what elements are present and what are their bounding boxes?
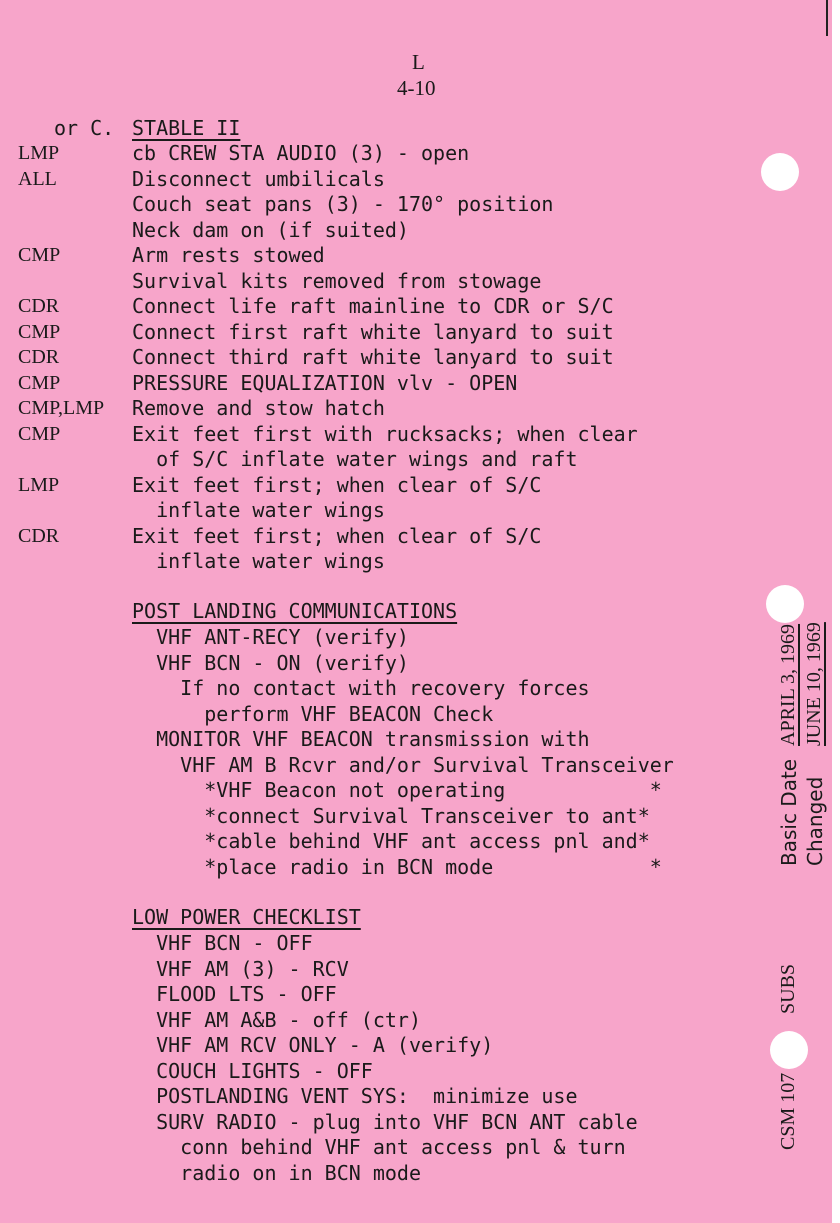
section-prefix: or C. [54,116,115,140]
header-letter: L [412,50,425,74]
crew-role: LMP [18,142,60,164]
crew-role: CMP,LMP [18,397,105,419]
crew-role: CMP [18,320,61,343]
checklist-step: VHF AM RCV ONLY - A (verify) [132,1033,494,1057]
checklist-step: *cable behind VHF ant access pnl and* [132,829,650,853]
section-title-low-power: LOW POWER CHECKLIST [132,905,361,929]
changed-label: Changed [803,776,827,866]
checklist-step: perform VHF BEACON Check [132,701,494,726]
checklist-step: Exit feet first with rucksacks; when clear [132,421,638,446]
crew-role: CDR [18,524,60,547]
checklist-step: POSTLANDING VENT SYS: minimize use [132,1084,578,1108]
checklist-step: radio on in BCN mode [132,1160,421,1185]
basic-date-label: Basic Date [777,758,801,866]
checklist-step: MONITOR VHF BEACON transmission with [132,727,590,751]
basic-date-value: APRIL 3, 1969 [777,623,799,746]
checklist-step: inflate water wings [132,549,385,573]
crew-role: ALL [18,167,57,190]
checklist-step: Couch seat pans (3) - 170° position [132,192,554,216]
checklist-step: SURV RADIO - plug into VHF BCN ANT cable [132,1109,638,1134]
crew-role: CMP [18,244,61,266]
checklist-step: of S/C inflate water wings and raft [132,447,578,471]
checklist-step: Connect life raft mainline to CDR or S/C [132,294,614,318]
checklist-step: Disconnect umbilicals [132,166,385,191]
checklist-step: cb CREW STA AUDIO (3) - open [132,141,470,165]
checklist-step: Exit feet first; when clear of S/C [132,472,542,497]
punch-hole-middle [766,585,804,623]
changed-date-value: JUNE 10, 1969 [803,622,825,746]
checklist-step: conn behind VHF ant access pnl & turn [132,1135,626,1159]
crew-role: CDR [18,295,60,317]
checklist-step: VHF BCN - ON (verify) [132,650,409,675]
crew-role: CMP [18,422,61,445]
header-page-number: 4-10 [397,76,436,100]
vehicle-label: CSM 107 [777,1072,799,1150]
checklist-step: If no contact with recovery forces [132,676,590,700]
checklist-step: *VHF Beacon not operating * [132,778,662,802]
checklist-step: Arm rests stowed [132,243,325,267]
checklist-step: Remove and stow hatch [132,396,385,420]
checklist-step: Connect third raft white lanyard to suit [132,345,614,369]
checklist-step: inflate water wings [132,498,385,522]
checklist-step: VHF AM B Rcvr and/or Survival Transceiver [132,752,674,777]
checklist-step: FLOOD LTS - OFF [132,982,337,1006]
checklist-step: *connect Survival Transceiver to ant* [132,803,650,828]
punch-hole-top [761,153,799,191]
checklist-step: VHF AM A&B - off (ctr) [132,1007,421,1032]
checklist-step: VHF ANT-RECY (verify) [132,625,409,649]
checklist-step: PRESSURE EQUALIZATION vlv - OPEN [132,370,518,395]
checklist-step: Survival kits removed from stowage [132,268,542,293]
checklist-step: *place radio in BCN mode * [132,854,662,879]
crew-role: CMP [18,371,61,394]
section-title-stable-ii: STABLE II [132,116,241,140]
checklist-step: VHF BCN - OFF [132,931,313,955]
section-title-post-landing: POST LANDING COMMUNICATIONS [132,599,458,623]
punch-hole-bottom [770,1031,808,1069]
crew-role: LMP [18,473,60,496]
checklist-step: VHF AM (3) - RCV [132,956,349,981]
checklist-step: Exit feet first; when clear of S/C [132,523,542,548]
edge-mark [826,0,828,36]
subs-label: SUBS [777,963,799,1014]
checklist-step: Connect first raft white lanyard to suit [132,319,614,344]
crew-role: CDR [18,346,60,368]
checklist-step: Neck dam on (if suited) [132,217,409,242]
checklist-step: COUCH LIGHTS - OFF [132,1058,373,1083]
